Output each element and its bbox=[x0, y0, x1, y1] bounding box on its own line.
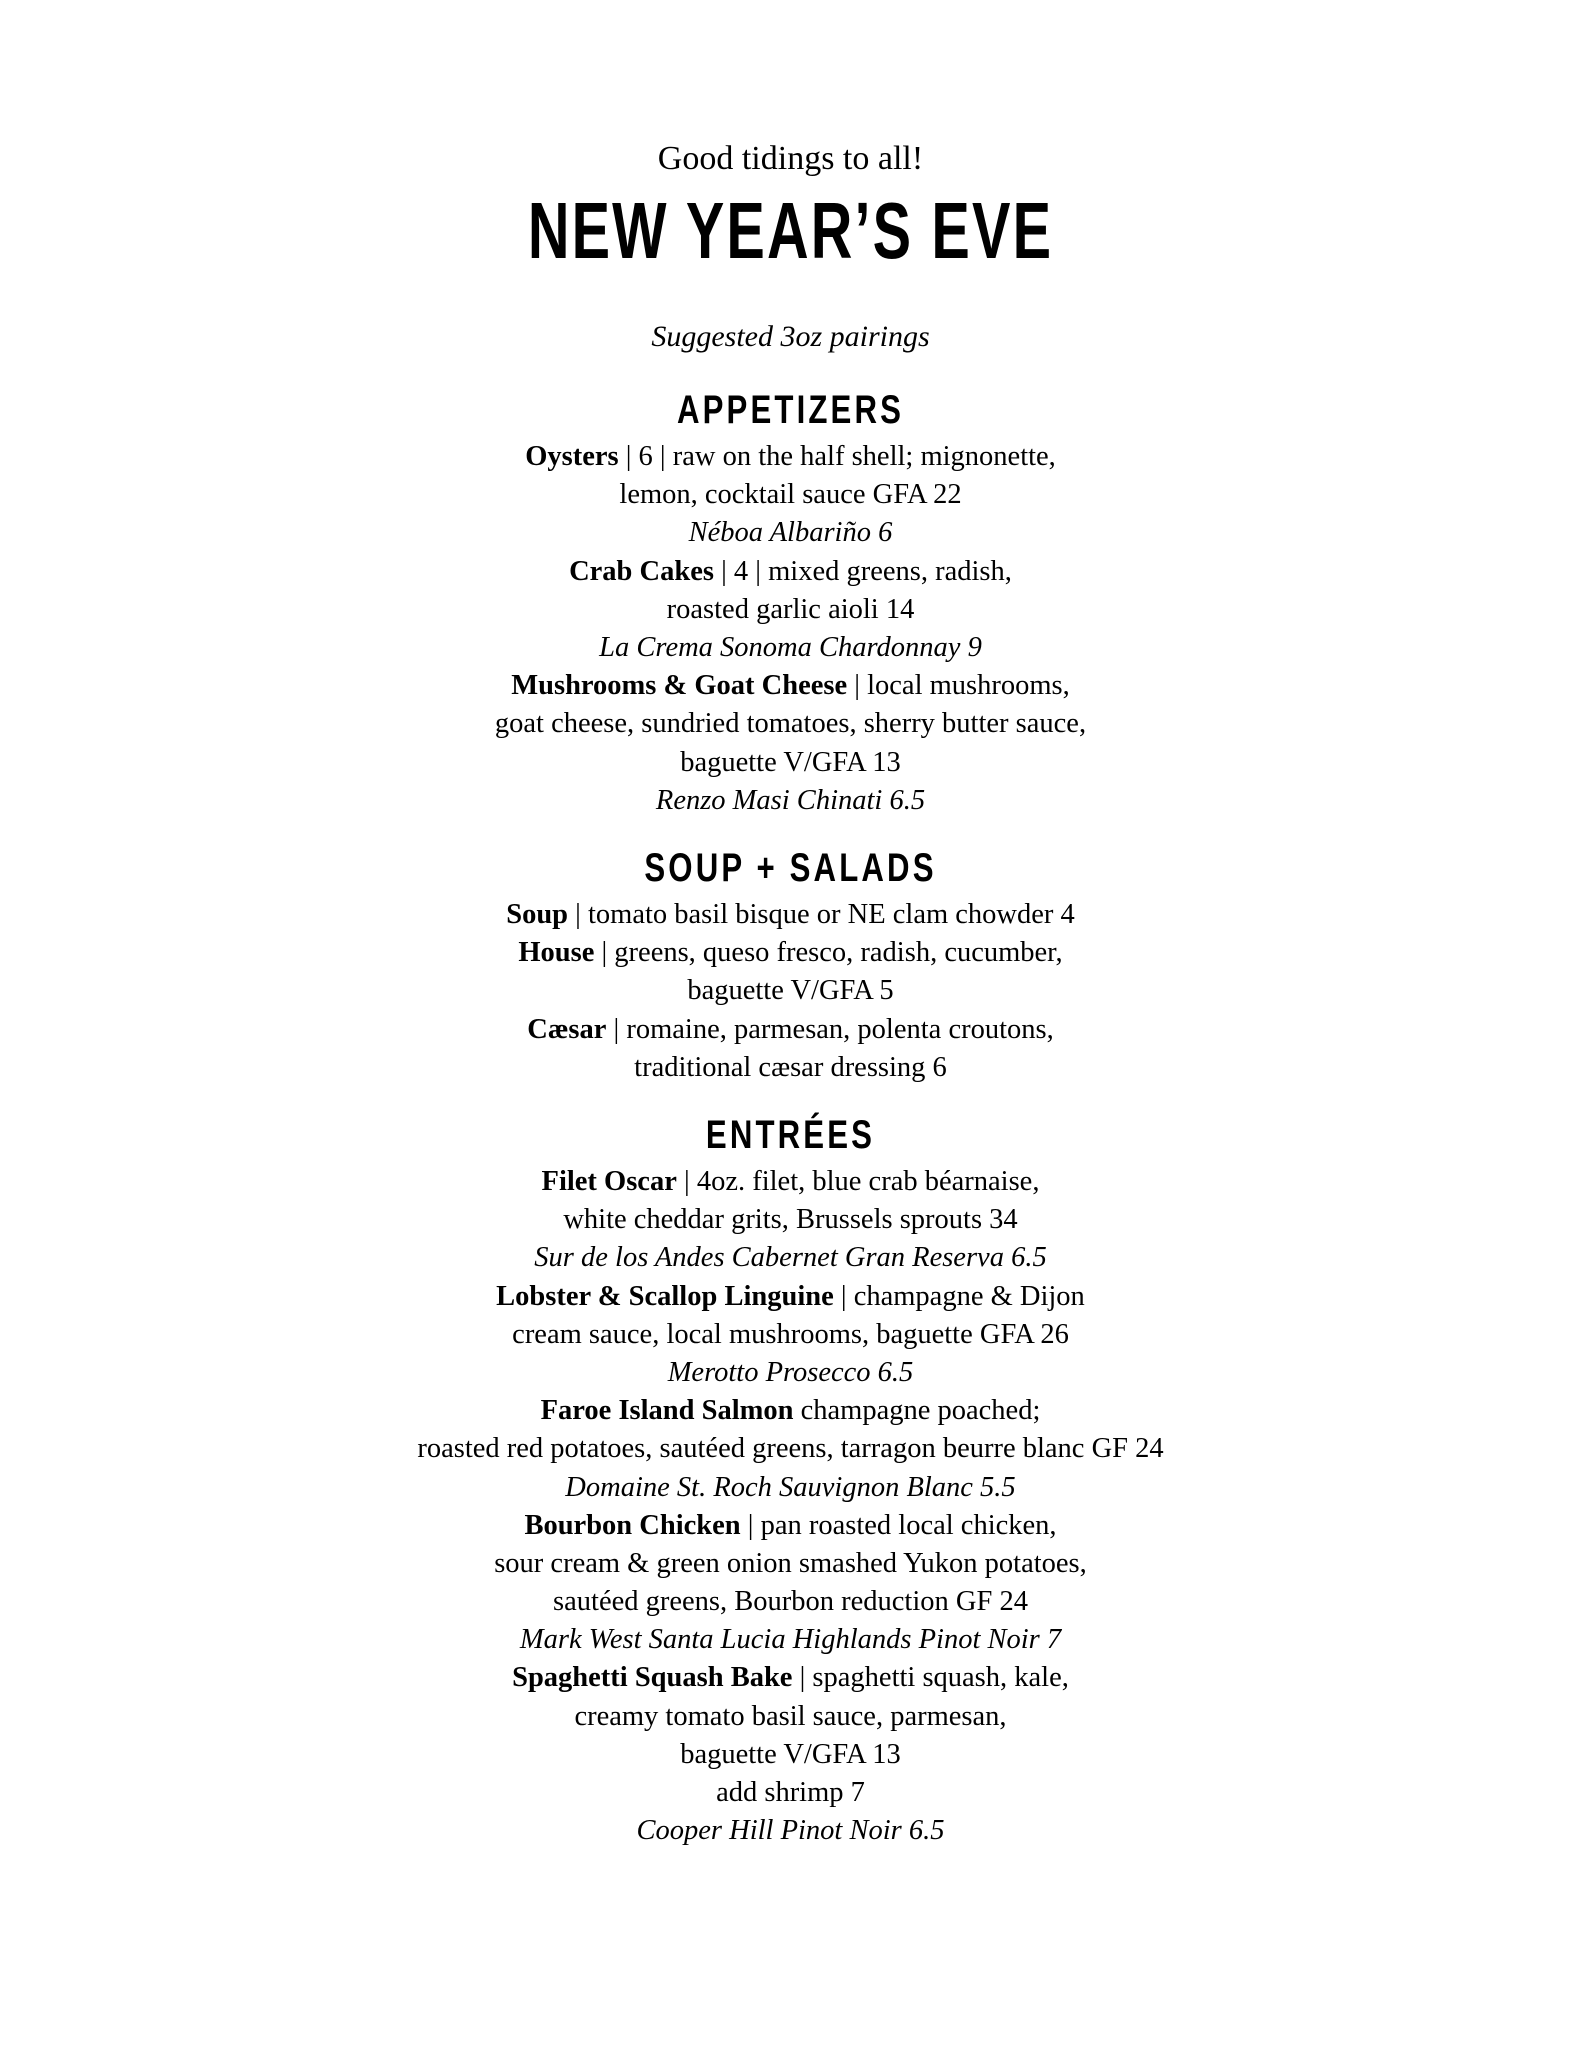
wine-name: La Crema Sonoma Chardonnay 9 bbox=[599, 631, 982, 663]
dish-name: Mushrooms & Goat Cheese bbox=[511, 670, 848, 702]
dish-description: sour cream & green onion smashed Yukon potatoes, bbox=[494, 1547, 1087, 1579]
menu-item-line bbox=[0, 438, 1581, 476]
dish-description: | 4 | mixed greens, radish, bbox=[713, 555, 1012, 587]
dish-description: | pan roasted local chicken, bbox=[740, 1509, 1057, 1541]
menu-item-line bbox=[0, 667, 1581, 705]
dish-description: | 6 | raw on the half shell; mignonette, bbox=[618, 441, 1056, 472]
menu-item-line bbox=[0, 1049, 1581, 1087]
dish-description: creamy tomato basil sauce, parmesan, bbox=[574, 1700, 1007, 1732]
wine-pairing bbox=[0, 782, 1581, 820]
wine-pairing bbox=[0, 1812, 1581, 1850]
menu-item-line bbox=[0, 1583, 1581, 1621]
menu-item-line bbox=[0, 1316, 1581, 1354]
dish-description: add shrimp 7 bbox=[716, 1777, 865, 1808]
dish-description: white cheddar grits, Brussels sprouts 34 bbox=[563, 1204, 1018, 1236]
menu-item-line bbox=[0, 896, 1581, 934]
dish-description: traditional cæsar dressing 6 bbox=[634, 1051, 947, 1083]
menu-item-line bbox=[0, 934, 1581, 972]
dish-description: sautéed greens, Bourbon reduction GF 24 bbox=[553, 1586, 1028, 1618]
menu-item-line bbox=[0, 705, 1581, 743]
dish-description: | local mushrooms, bbox=[847, 670, 1070, 702]
dish-description: | tomato basil bisque or NE clam chowder 4 bbox=[568, 899, 1075, 930]
wine-pairing bbox=[0, 629, 1581, 667]
menu-item-line bbox=[0, 1545, 1581, 1583]
soup-salads-section bbox=[0, 844, 1581, 1087]
section-heading: APPETIZERS bbox=[676, 388, 905, 432]
dish-description: roasted red potatoes, sautéed greens, tarragon beurre blanc GF 24 bbox=[417, 1433, 1164, 1465]
dish-name: Crab Cakes bbox=[569, 555, 714, 587]
wine-name: Sur de los Andes Cabernet Gran Reserva 6.5 bbox=[534, 1242, 1047, 1274]
dish-description: baguette V/GFA 13 bbox=[680, 1738, 901, 1770]
menu-lines bbox=[0, 1163, 1581, 1850]
section-heading: SOUP + SALADS bbox=[644, 846, 937, 890]
dish-description: baguette V/GFA 13 bbox=[680, 746, 901, 778]
menu-item-line bbox=[0, 1736, 1581, 1774]
section-heading: ENTRÉES bbox=[705, 1113, 876, 1157]
entrees-section bbox=[0, 1111, 1581, 1850]
menu-item-line bbox=[0, 1430, 1581, 1468]
dish-description: lemon, cocktail sauce GFA 22 bbox=[619, 479, 962, 511]
dish-name: Bourbon Chicken bbox=[524, 1509, 741, 1541]
menu-item-line bbox=[0, 476, 1581, 514]
wine-name: Mark West Santa Lucia Highlands Pinot Noir 7 bbox=[519, 1624, 1062, 1656]
menu-item-line bbox=[0, 1201, 1581, 1239]
dish-description: cream sauce, local mushrooms, baguette GFA 26 bbox=[512, 1318, 1069, 1350]
dish-description: champagne poached; bbox=[793, 1395, 1041, 1427]
dish-name: Oysters bbox=[525, 441, 619, 472]
page-title: NEW YEAR’S EVE bbox=[527, 186, 1054, 275]
wine-pairing bbox=[0, 1239, 1581, 1277]
dish-description: | greens, queso fresco, radish, cucumber, bbox=[594, 937, 1063, 969]
menu-item-line bbox=[0, 1392, 1581, 1430]
dish-name: Soup bbox=[506, 899, 569, 930]
menu-item-line bbox=[0, 591, 1581, 629]
menu-item-line bbox=[0, 1011, 1581, 1049]
wine-name: Cooper Hill Pinot Noir 6.5 bbox=[636, 1815, 945, 1847]
menu-item-line bbox=[0, 1163, 1581, 1201]
dish-name: Cæsar bbox=[527, 1013, 607, 1045]
menu-item-line bbox=[0, 553, 1581, 591]
dish-description: goat cheese, sundried tomatoes, sherry butter sauce, bbox=[494, 708, 1087, 740]
menu-item-line bbox=[0, 1774, 1581, 1812]
wine-pairing bbox=[0, 1621, 1581, 1659]
menu-item-line bbox=[0, 1507, 1581, 1545]
wine-pairing bbox=[0, 514, 1581, 552]
dish-name: Faroe Island Salmon bbox=[540, 1395, 794, 1427]
menu-item-line bbox=[0, 972, 1581, 1010]
wine-pairing bbox=[0, 1469, 1581, 1507]
wine-name: Néboa Albariño 6 bbox=[688, 517, 893, 549]
dish-description: | 4oz. filet, blue crab béarnaise, bbox=[676, 1166, 1040, 1197]
dish-description: roasted garlic aioli 14 bbox=[666, 593, 915, 625]
menu-item-line bbox=[0, 1659, 1581, 1697]
menu-item-line bbox=[0, 1278, 1581, 1316]
dish-description: baguette V/GFA 5 bbox=[687, 975, 894, 1007]
menu-item-line bbox=[0, 744, 1581, 782]
wine-name: Merotto Prosecco 6.5 bbox=[667, 1356, 914, 1388]
pairings-subtitle: Suggested 3oz pairings bbox=[651, 320, 930, 353]
appetizers-section bbox=[0, 386, 1581, 820]
wine-name: Domaine St. Roch Sauvignon Blanc 5.5 bbox=[565, 1471, 1016, 1503]
menu-lines bbox=[0, 438, 1581, 820]
wine-name: Renzo Masi Chinati 6.5 bbox=[655, 784, 926, 816]
wine-pairing bbox=[0, 1354, 1581, 1392]
menu-item-line bbox=[0, 1698, 1581, 1736]
dish-name: Lobster & Scallop Linguine bbox=[496, 1280, 834, 1312]
dish-description: | romaine, parmesan, polenta croutons, bbox=[606, 1013, 1054, 1045]
menu-lines bbox=[0, 896, 1581, 1087]
greeting: Good tidings to all! bbox=[657, 140, 924, 177]
dish-description: | spaghetti squash, kale, bbox=[792, 1662, 1069, 1694]
dish-name: Spaghetti Squash Bake bbox=[512, 1662, 793, 1694]
dish-description: | champagne & Dijon bbox=[833, 1280, 1085, 1312]
dish-name: Filet Oscar bbox=[541, 1166, 677, 1197]
dish-name: House bbox=[518, 937, 595, 969]
